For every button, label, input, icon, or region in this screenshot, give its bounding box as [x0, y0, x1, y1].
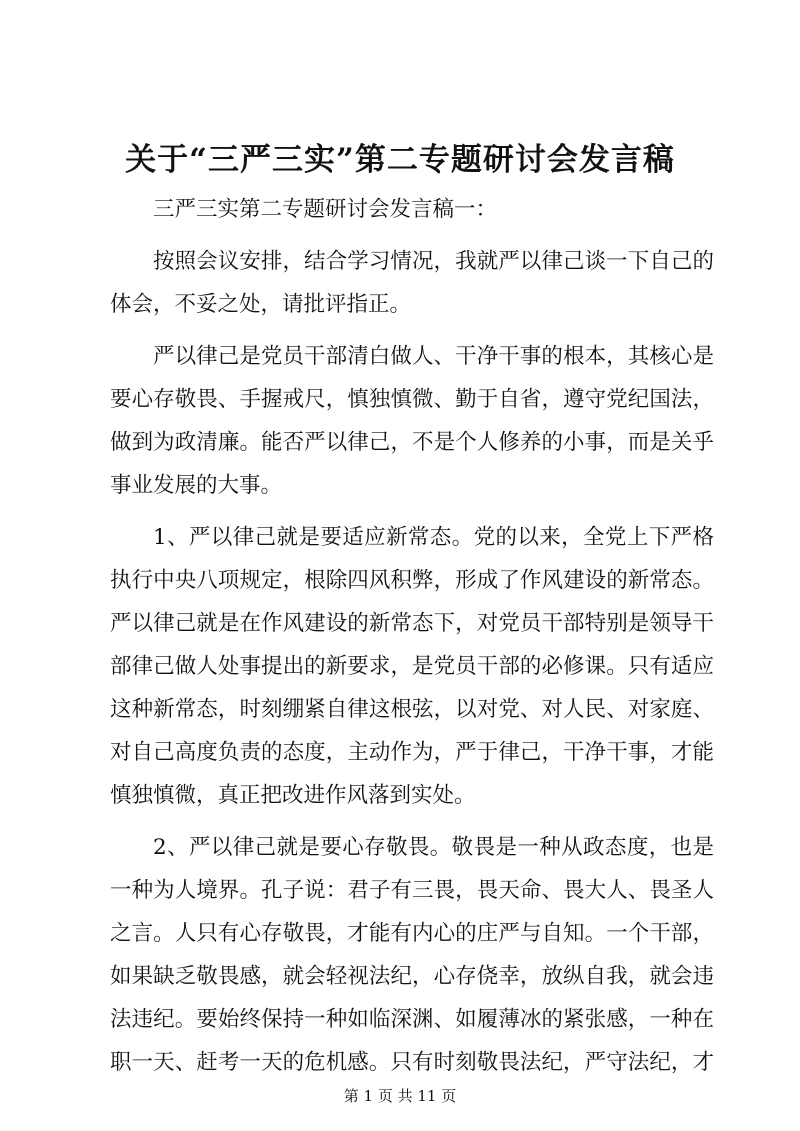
text-line: 2、严以律己就是要心存敬畏。敬畏是一种从政态度，也是 [153, 835, 714, 860]
text-line: 一种为人境界。孔子说：君子有三畏，畏天命、畏大人、畏圣人 [110, 878, 714, 903]
text-line: 职一天、赶考一天的危机感。只有时刻敬畏法纪，严守法纪，才 [110, 1050, 714, 1075]
text-line: 做到为政清廉。能否严以律己，不是个人修养的小事，而是关乎 [110, 430, 714, 455]
page-footer: 第 1 页 共 11 页 [343, 1087, 457, 1105]
text-line: 部律己做人处事提出的新要求，是党员干部的必修课。只有适应 [110, 654, 714, 679]
text-line: 严以律己就是在作风建设的新常态下，对党员干部特别是领导干 [110, 611, 714, 636]
text-line: 按照会议安排，结合学习情况，我就严以律己谈一下自己的 [153, 249, 714, 274]
text-line: 慎独慎微，真正把改进作风落到实处。 [110, 783, 476, 808]
document-title: 关于“三严三实”第二专题研讨会发言稿 [125, 142, 675, 178]
paragraph-gap [110, 507, 714, 516]
text-line: 之言。人只有心存敬畏，才能有内心的庄严与自知。一个干部， [110, 921, 714, 946]
paragraph [110, 188, 714, 231]
text-line: 体会，不妥之处，请批评指正。 [110, 292, 412, 317]
text-line: 事业发展的大事。 [110, 473, 283, 498]
paragraph-gap [110, 326, 714, 335]
paragraph [110, 516, 714, 817]
text-line: 严以律己是党员干部清白做人、干净干事的根本，其核心是 [153, 344, 714, 369]
text-line: 对自己高度负责的态度，主动作为，严于律己，干净干事，才能 [110, 740, 714, 765]
text-line: 如果缺乏敬畏感，就会轻视法纪，心存侥幸，放纵自我，就会违 [110, 964, 714, 989]
text-line: 要心存敬畏、手握戒尺，慎独慎微、勤于自省，遵守党纪国法， [110, 387, 714, 412]
paragraph-gap [110, 231, 714, 240]
text-line: 三严三实第二专题研讨会发言稿一： [153, 197, 498, 222]
text-line: 法违纪。要始终保持一种如临深渊、如履薄冰的紧张感，一种在 [110, 1007, 714, 1032]
document-body [110, 188, 714, 1084]
paragraph [110, 240, 714, 326]
text-line: 这种新常态，时刻绷紧自律这根弦，以对党、对人民、对家庭、 [110, 697, 714, 722]
text-line: 1、严以律己就是要适应新常态。党的以来，全党上下严格 [153, 525, 714, 550]
text-line: 执行中央八项规定，根除四风积弊，形成了作风建设的新常态。 [110, 568, 714, 593]
paragraph [110, 335, 714, 507]
paragraph [110, 826, 714, 1084]
paragraph-gap [110, 817, 714, 826]
